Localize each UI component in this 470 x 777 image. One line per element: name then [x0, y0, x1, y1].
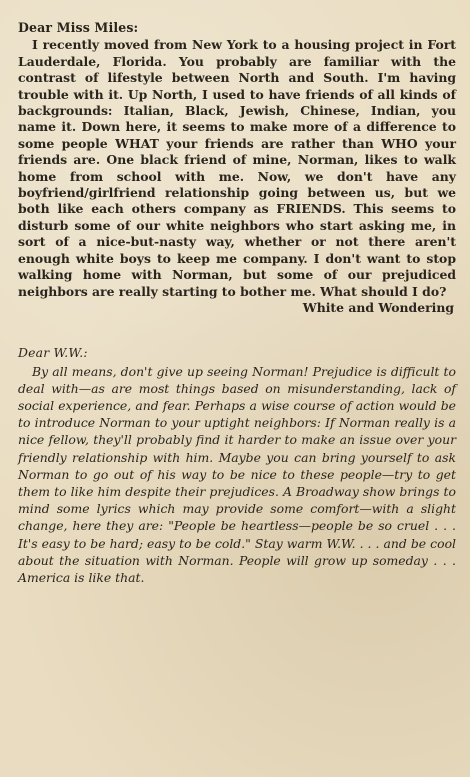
columnist-reply — [18, 344, 456, 586]
reply-body: By all means, don't give up seeing Norman! Prejudice is difficult to deal with—as are most things based on misunderstanding, lack of social experience, and fear. Perhaps a wise course of action would be to introduce Norman to your uptight neighbors: If Norman really is a nice fellow, they'll probably find it harder to make an issue over your friendly relationship with him. Maybe you can bring yourself to ask Norman to go out of his way to be nice to these people—try to get them to like him despite their prejudices. A Broadway show brings to mind some lyrics which may provide some comfort—with a slight change, here they are: "People be heartless—people be so cruel . . . It's easy to be hard; easy to be cold." Stay warm W.W. . . . and be cool about the situation with Norman. People will grow up someday . . . America is like that. — [18, 363, 456, 585]
letter-salutation: Dear Miss Miles: — [18, 20, 139, 35]
letter-body: I recently moved from New York to a housing project in Fort Lauderdale, Florida. You probably are familiar with the contrast of lifestyle between North and South. I'm having trouble with it. Up North, I used to have friends of all kinds of backgrounds: Italian, Black, Jewish, Chinese, Indian, you name it. Down here, it seems to make more of a difference to some people WHAT your friends are rather than WHO your friends are. One black friend of mine, Norman, likes to walk home from school with me. Now, we don't have any boyfriend/girlfriend relationship going between us, but we both like each others company as FRIENDS. This seems to disturb some of our white neighbors who start asking me, in sort of a nice-but-nasty way, whether or not there aren't enough white boys to keep me company. I don't want to stop walking home with Norman, but some of our prejudiced neighbors are really starting to bother me. What should I do? — [18, 37, 456, 299]
letter-signature: White and Wondering — [302, 299, 454, 315]
reader-letter — [18, 20, 456, 316]
reply-salutation: Dear W.W.: — [18, 345, 88, 361]
